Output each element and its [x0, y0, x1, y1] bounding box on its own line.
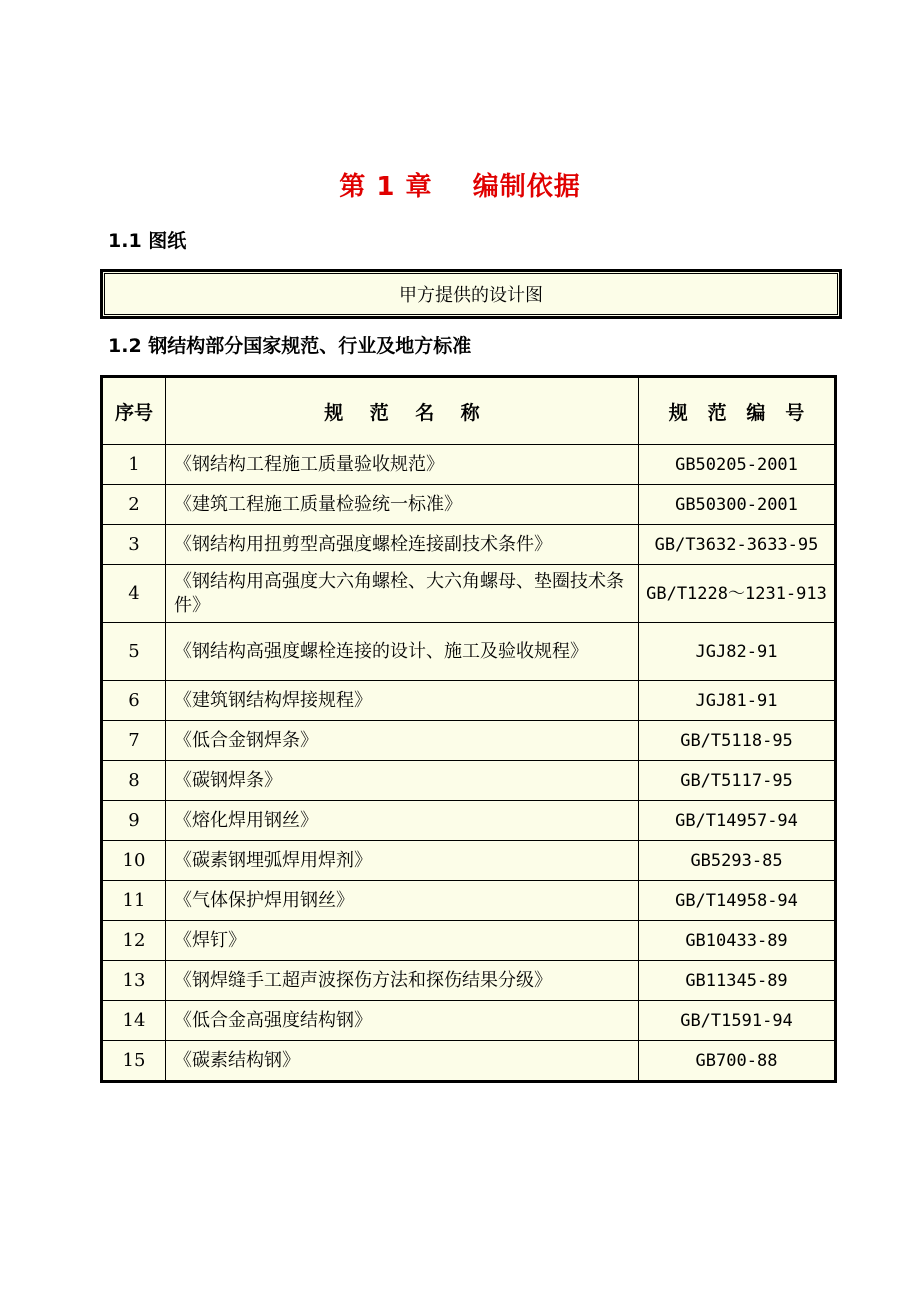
- table-row: [102, 721, 836, 761]
- row-name: 《建筑钢结构焊接规程》: [166, 681, 639, 721]
- section-heading-standards: 1.2 钢结构部分国家规范、行业及地方标准: [108, 335, 472, 357]
- row-number: 12: [102, 921, 166, 961]
- row-name: 《焊钉》: [166, 921, 639, 961]
- row-code: JGJ82-91: [639, 623, 836, 681]
- row-name: 《钢结构用扭剪型高强度螺栓连接副技术条件》: [166, 525, 639, 565]
- table-row: [102, 1001, 836, 1041]
- row-name: 《低合金钢焊条》: [166, 721, 639, 761]
- row-code: GB5293-85: [639, 841, 836, 881]
- row-code: GB/T1228～1231-913: [639, 565, 836, 623]
- row-number: 8: [102, 761, 166, 801]
- row-number: 6: [102, 681, 166, 721]
- row-number: 14: [102, 1001, 166, 1041]
- row-code: GB/T3632-3633-95: [639, 525, 836, 565]
- row-code: GB/T5117-95: [639, 761, 836, 801]
- header-code: 规 范 编 号: [639, 377, 836, 445]
- row-code: GB50300-2001: [639, 485, 836, 525]
- row-name: 《碳素结构钢》: [166, 1041, 639, 1082]
- row-name: 《熔化焊用钢丝》: [166, 801, 639, 841]
- row-code: GB/T1591-94: [639, 1001, 836, 1041]
- row-name: 《钢结构高强度螺栓连接的设计、施工及验收规程》: [166, 623, 639, 681]
- row-code: JGJ81-91: [639, 681, 836, 721]
- table-row: [102, 525, 836, 565]
- row-number: 2: [102, 485, 166, 525]
- row-name: 《低合金高强度结构钢》: [166, 1001, 639, 1041]
- row-name: 《气体保护焊用钢丝》: [166, 881, 639, 921]
- row-code: GB10433-89: [639, 921, 836, 961]
- drawings-content: 甲方提供的设计图: [399, 285, 543, 306]
- row-code: GB/T14958-94: [639, 881, 836, 921]
- row-code: GB/T14957-94: [639, 801, 836, 841]
- row-number: 3: [102, 525, 166, 565]
- row-number: 5: [102, 623, 166, 681]
- table-row: [102, 485, 836, 525]
- row-number: 4: [102, 565, 166, 623]
- row-number: 9: [102, 801, 166, 841]
- row-number: 15: [102, 1041, 166, 1082]
- row-number: 13: [102, 961, 166, 1001]
- table-row: [102, 881, 836, 921]
- table-header-row: [102, 377, 836, 445]
- row-name: 《建筑工程施工质量检验统一标准》: [166, 485, 639, 525]
- row-number: 11: [102, 881, 166, 921]
- table-row: [102, 961, 836, 1001]
- chapter-title: 第 1 章 编制依据: [339, 172, 581, 202]
- table-row: [102, 445, 836, 485]
- table-row: [102, 1041, 836, 1082]
- row-name: 《钢结构用高强度大六角螺栓、大六角螺母、垫圈技术条件》: [166, 565, 639, 623]
- table-row: [102, 623, 836, 681]
- row-code: GB700-88: [639, 1041, 836, 1082]
- table-row: [102, 681, 836, 721]
- table-row: [102, 921, 836, 961]
- row-code: GB11345-89: [639, 961, 836, 1001]
- row-number: 1: [102, 445, 166, 485]
- row-code: GB50205-2001: [639, 445, 836, 485]
- row-name: 《钢结构工程施工质量验收规范》: [166, 445, 639, 485]
- standards-table: [100, 375, 837, 1083]
- row-name: 《碳钢焊条》: [166, 761, 639, 801]
- row-name: 《碳素钢埋弧焊用焊剂》: [166, 841, 639, 881]
- header-name: 规 范 名 称: [166, 377, 639, 445]
- drawings-box: [100, 269, 842, 319]
- row-number: 10: [102, 841, 166, 881]
- row-code: GB/T5118-95: [639, 721, 836, 761]
- table-row: [102, 761, 836, 801]
- section-heading-drawings: 1.1 图纸: [108, 230, 187, 252]
- table-row: [102, 801, 836, 841]
- header-no: 序号: [102, 377, 166, 445]
- table-row: [102, 841, 836, 881]
- row-number: 7: [102, 721, 166, 761]
- table-row: [102, 565, 836, 623]
- row-name: 《钢焊缝手工超声波探伤方法和探伤结果分级》: [166, 961, 639, 1001]
